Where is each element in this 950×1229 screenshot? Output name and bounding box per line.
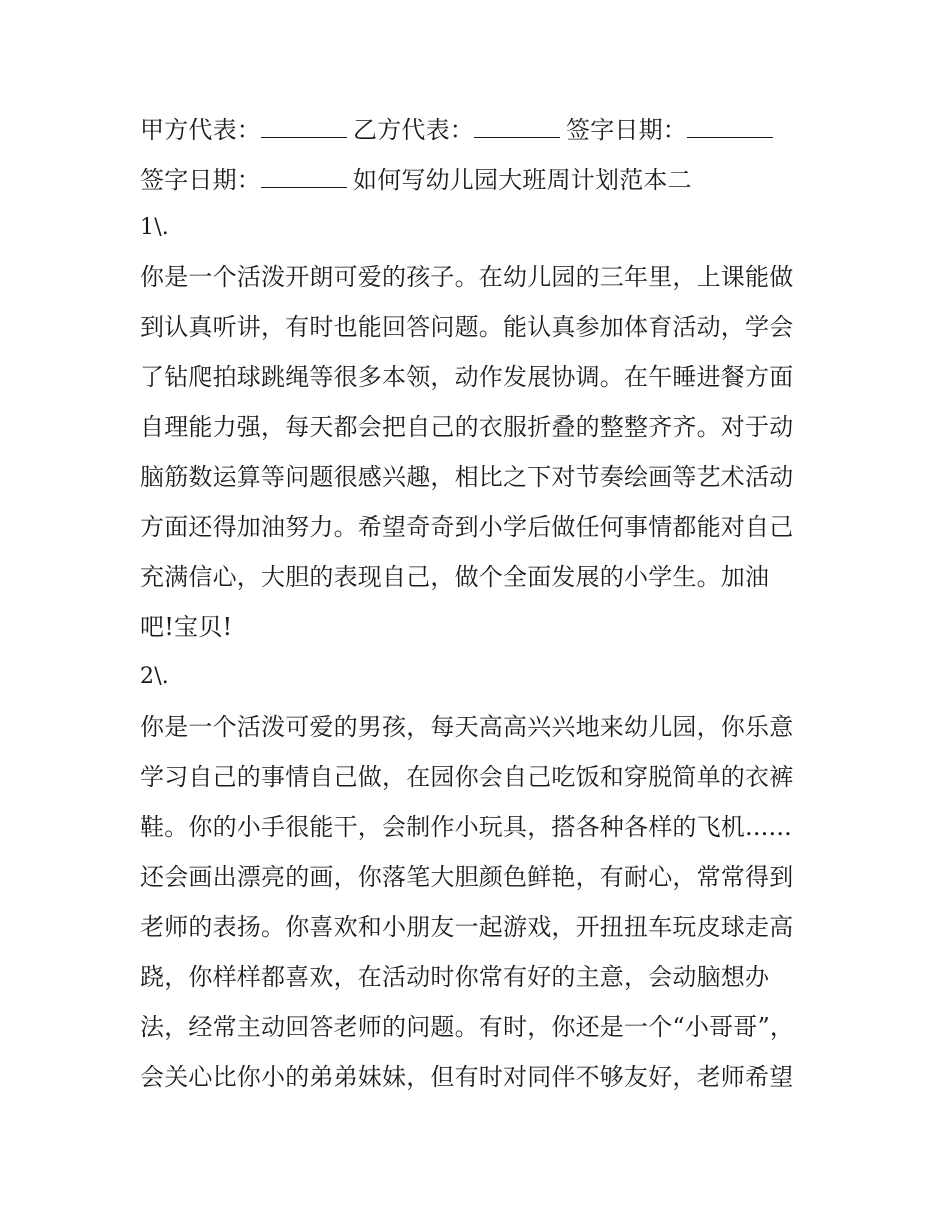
paragraph-line: 了钻爬拍球跳绳等很多本领，动作发展协调。在午睡进餐方面 xyxy=(140,363,794,391)
paragraph-line: 会关心比你小的弟弟妹妹，但有时对同伴不够友好，老师希望 xyxy=(140,1063,794,1091)
paragraph-line: 跷，你样样都喜欢，在活动时你常有好的主意，会动脑想办 xyxy=(140,963,770,991)
paragraph-line: 鞋。你的小手很能干，会制作小玩具，搭各种各样的飞机...... xyxy=(140,813,792,841)
sign-date-label-1: 签字日期： xyxy=(566,116,687,144)
paragraph-line: 你是一个活泼开朗可爱的孩子。在幼儿园的三年里，上课能做 xyxy=(140,263,794,291)
paragraph-line: 充满信心，大胆的表现自己，做个全面发展的小学生。加油 xyxy=(140,563,770,591)
paragraph-line: 自理能力强，每天都会把自己的衣服折叠的整整齐齐。对于动 xyxy=(140,413,794,441)
paragraph-line: 方面还得加油努力。希望奇奇到小学后做任何事情都能对自己 xyxy=(140,513,794,541)
paragraph-line: 吧!宝贝! xyxy=(140,613,233,641)
paragraph-line: 到认真听讲，有时也能回答问题。能认真参加体育活动，学会 xyxy=(140,313,794,341)
party-b-rep-blank xyxy=(474,115,560,138)
sign-date-label-2: 签字日期： xyxy=(140,166,261,194)
signature-row xyxy=(140,115,820,145)
section-number-1: 1\. xyxy=(140,215,170,240)
sign-date-blank-2 xyxy=(261,165,347,188)
signature-row-2 xyxy=(140,165,820,195)
paragraph-line: 你是一个活泼可爱的男孩，每天高高兴兴地来幼儿园，你乐意 xyxy=(140,713,794,741)
paragraph-line: 脑筋数运算等问题很感兴趣，相比之下对节奏绘画等艺术活动 xyxy=(140,463,794,491)
sign-date-blank-1 xyxy=(687,115,773,138)
paragraph-line: 法，经常主动回答老师的问题。有时，你还是一个“小哥哥”， xyxy=(140,1013,795,1041)
paragraph-line: 老师的表扬。你喜欢和小朋友一起游戏，开扭扭车玩皮球走高 xyxy=(140,913,794,941)
document-heading: 如何写幼儿园大班周计划范本二 xyxy=(353,166,692,194)
party-b-rep-label: 乙方代表： xyxy=(353,116,474,144)
paragraph-line: 还会画出漂亮的画，你落笔大胆颜色鲜艳，有耐心，常常得到 xyxy=(140,863,794,891)
section-number-2: 2\. xyxy=(140,664,170,689)
paragraph-line: 学习自己的事情自己做，在园你会自己吃饭和穿脱简单的衣裤 xyxy=(140,763,794,791)
party-a-rep-blank xyxy=(261,115,347,138)
party-a-rep-label: 甲方代表： xyxy=(140,116,261,144)
